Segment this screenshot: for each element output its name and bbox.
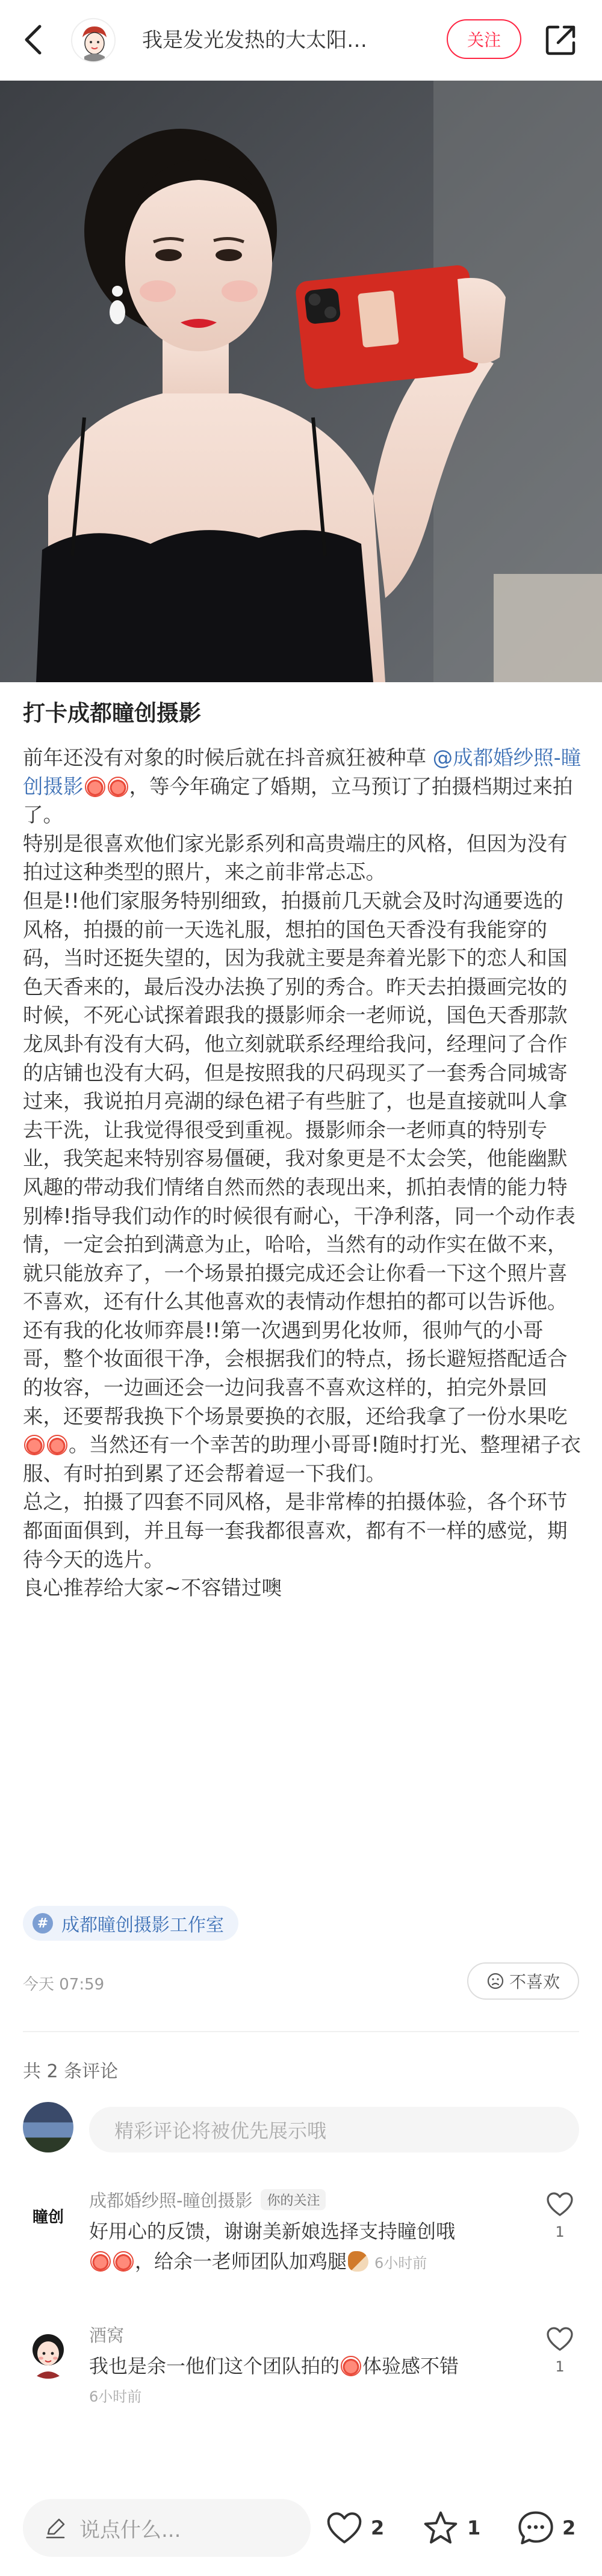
red-face-emoji-icon [85, 777, 105, 797]
red-face-emoji-icon [90, 2251, 111, 2272]
comment-text [89, 2351, 510, 2381]
post-content [23, 744, 583, 1603]
topic-label: 成都瞳创摄影工作室 [61, 1915, 224, 1936]
comment-avatar[interactable] [23, 2192, 73, 2243]
dislike-label: 不喜欢 [509, 1972, 560, 1992]
author-name[interactable]: 我是发光发热的大太阳… [142, 28, 367, 52]
red-face-emoji-icon [113, 2251, 134, 2272]
comment-input[interactable]: 精彩评论将被优先展示哦 [89, 2107, 579, 2152]
comment-like-count: 1 [555, 2223, 565, 2240]
top-nav-bar [0, 0, 602, 81]
paragraph-5: 良心推荐给大家~不容错过噢 [23, 1576, 282, 1600]
cartoon-avatar-icon [72, 19, 116, 63]
comment-text-line1: 好用心的反馈，谢谢美新娘选择支持瞳创哦 [89, 2220, 456, 2243]
chicken-leg-emoji-icon [348, 2251, 368, 2272]
comment-like-count: 1 [555, 2358, 565, 2375]
share-icon [544, 23, 577, 57]
back-button[interactable] [16, 22, 52, 58]
avatar-text: 瞳创 [32, 2208, 64, 2226]
comment-text-line2: ，给余一老师团队加鸡腿 [135, 2250, 347, 2273]
comment-count: 共 2 条评论 [23, 2061, 119, 2082]
comment-author-row [89, 2187, 326, 2212]
paragraph-1-text: 前年还没有对象的时候后就在抖音疯狂被种草 [23, 746, 433, 769]
red-face-emoji-icon [108, 777, 128, 797]
post-time: 今天 07:59 [23, 1976, 105, 1994]
author-avatar[interactable] [71, 18, 116, 63]
comment-author[interactable]: 成都婚纱照-瞳创摄影 [89, 2190, 253, 2211]
post-photo[interactable] [0, 81, 602, 682]
like-count: 2 [371, 2516, 385, 2539]
comment-like-button[interactable] [543, 2322, 577, 2356]
heart-icon [325, 2510, 364, 2545]
bottom-input-placeholder: 说点什么... [79, 2518, 181, 2542]
paragraph-4: 总之，拍摄了四套不同风格，是非常棒的拍摄体验，各个环节都面面俱到，并且每一套我都很喜欢，都有不一样的感觉，期待今天的选片。 [23, 1490, 568, 1571]
bottom-action-bar [0, 2481, 602, 2576]
comment-button[interactable] [517, 2504, 576, 2552]
red-face-emoji-icon [47, 1435, 67, 1455]
my-avatar[interactable] [23, 2102, 73, 2152]
paragraph-1 [23, 744, 583, 830]
mirror-selfie-illustration [0, 81, 602, 682]
collect-button[interactable] [421, 2504, 480, 2552]
comment-text-before: 我也是余一他们这个团队拍的 [89, 2355, 340, 2377]
chevron-left-icon [22, 23, 46, 57]
comment-like-button[interactable] [543, 2187, 577, 2221]
red-face-emoji-icon [341, 2356, 361, 2376]
post-title: 打卡成都瞳创摄影 [23, 700, 201, 726]
share-button[interactable] [539, 19, 582, 61]
follow-button[interactable]: 关注 [447, 19, 521, 59]
pen-icon [43, 2516, 67, 2540]
comment-count-bottom: 2 [562, 2516, 576, 2539]
paragraph-2: 特别是很喜欢他们家光影系列和高贵端庄的风格，但因为没有拍过这种类型的照片，来之前非常忐忑。 [23, 831, 568, 884]
hashtag-icon: # [33, 1913, 53, 1934]
star-icon [421, 2509, 460, 2547]
cartoon-avatar-icon [23, 2328, 73, 2379]
bottom-comment-input[interactable] [23, 2499, 311, 2557]
comment-text-after: 体验感不错 [362, 2355, 459, 2377]
paragraph-3-text: 但是!!他们家服务特别细致，拍摄前几天就会及时沟通要选的风格，拍摄的前一天选礼服，想拍的国色天香没有我能穿的码，当时还挺失望的，因为我就主要是奔着光影下的恋人和国色天香来的，最后没办法换了别的秀合。昨天去拍摄画完妆的时候，不死心试探着跟我的摄影师余一老师说，国色天香那款龙凤卦有没有大码，他立刻就联系经理给我问，经理问了合作的店铺也没有大码，但是按照我的尺码现买了一套秀合同城寄过来，我说拍月亮湖的绿色裙子有些脏了，也是直接就叫人拿去干洗，让我觉得很受到重视。摄影师余一老师真的特别专业，我笑起来特别容易僵硬，我对象更是不太会笑，他能幽默风趣的带动我们情绪自然而然的表现出来，抓拍表情的能力特别棒!指导我们动作的时候很有耐心，干净利落，同一个动作表情，一定会拍到满意为止，哈哈，当然有的动作实在做不来，就只能放弃了，一个场景拍摄完成还会让你看一下这个照片喜不喜欢，还有什么其他喜欢的表情动作想拍的都可以告诉他。还有我的化妆师弈晨!!第一次遇到男化妆师，很帅气的小哥哥，整个妆面很干净，会根据我们的特点，扬长避短搭配适合的妆容，一边画还会一边问我喜不喜欢这样的，拍完外景回来，还要帮我换下个场景要换的衣服，还给我拿了一份水果吃 [23, 889, 576, 1428]
following-badge: 你的关注 [261, 2189, 326, 2210]
comment-avatar[interactable] [23, 2328, 73, 2379]
heart-icon [545, 2326, 574, 2352]
comment-author[interactable]: 酒窝 [89, 2325, 125, 2346]
speech-bubble-icon [517, 2509, 555, 2547]
comment-time: 6小时前 [374, 2255, 427, 2272]
like-button[interactable] [325, 2504, 384, 2552]
paragraph-1-text-end: ，等今年确定了婚期，立马预订了拍摄档期过来拍了。 [23, 774, 573, 827]
topic-tag[interactable] [23, 1906, 238, 1941]
red-face-emoji-icon [24, 1435, 45, 1455]
heart-icon [545, 2191, 574, 2217]
comment-text [89, 2216, 510, 2278]
comment-time: 6小时前 [89, 2388, 142, 2405]
divider [23, 2031, 579, 2032]
comment-author-row [89, 2322, 124, 2347]
paragraph-3 [23, 887, 583, 1488]
mention-link[interactable]: @成都婚纱照-瞳创摄影 [23, 746, 582, 798]
sad-face-icon [486, 1972, 504, 1990]
collect-count: 1 [467, 2516, 481, 2539]
dislike-button[interactable] [467, 1962, 579, 2000]
paragraph-3-tail: 。当然还有一个幸苦的助理小哥哥!随时打光、整理裙子衣服、有时拍到累了还会帮着逗一下我们。 [23, 1433, 581, 1485]
